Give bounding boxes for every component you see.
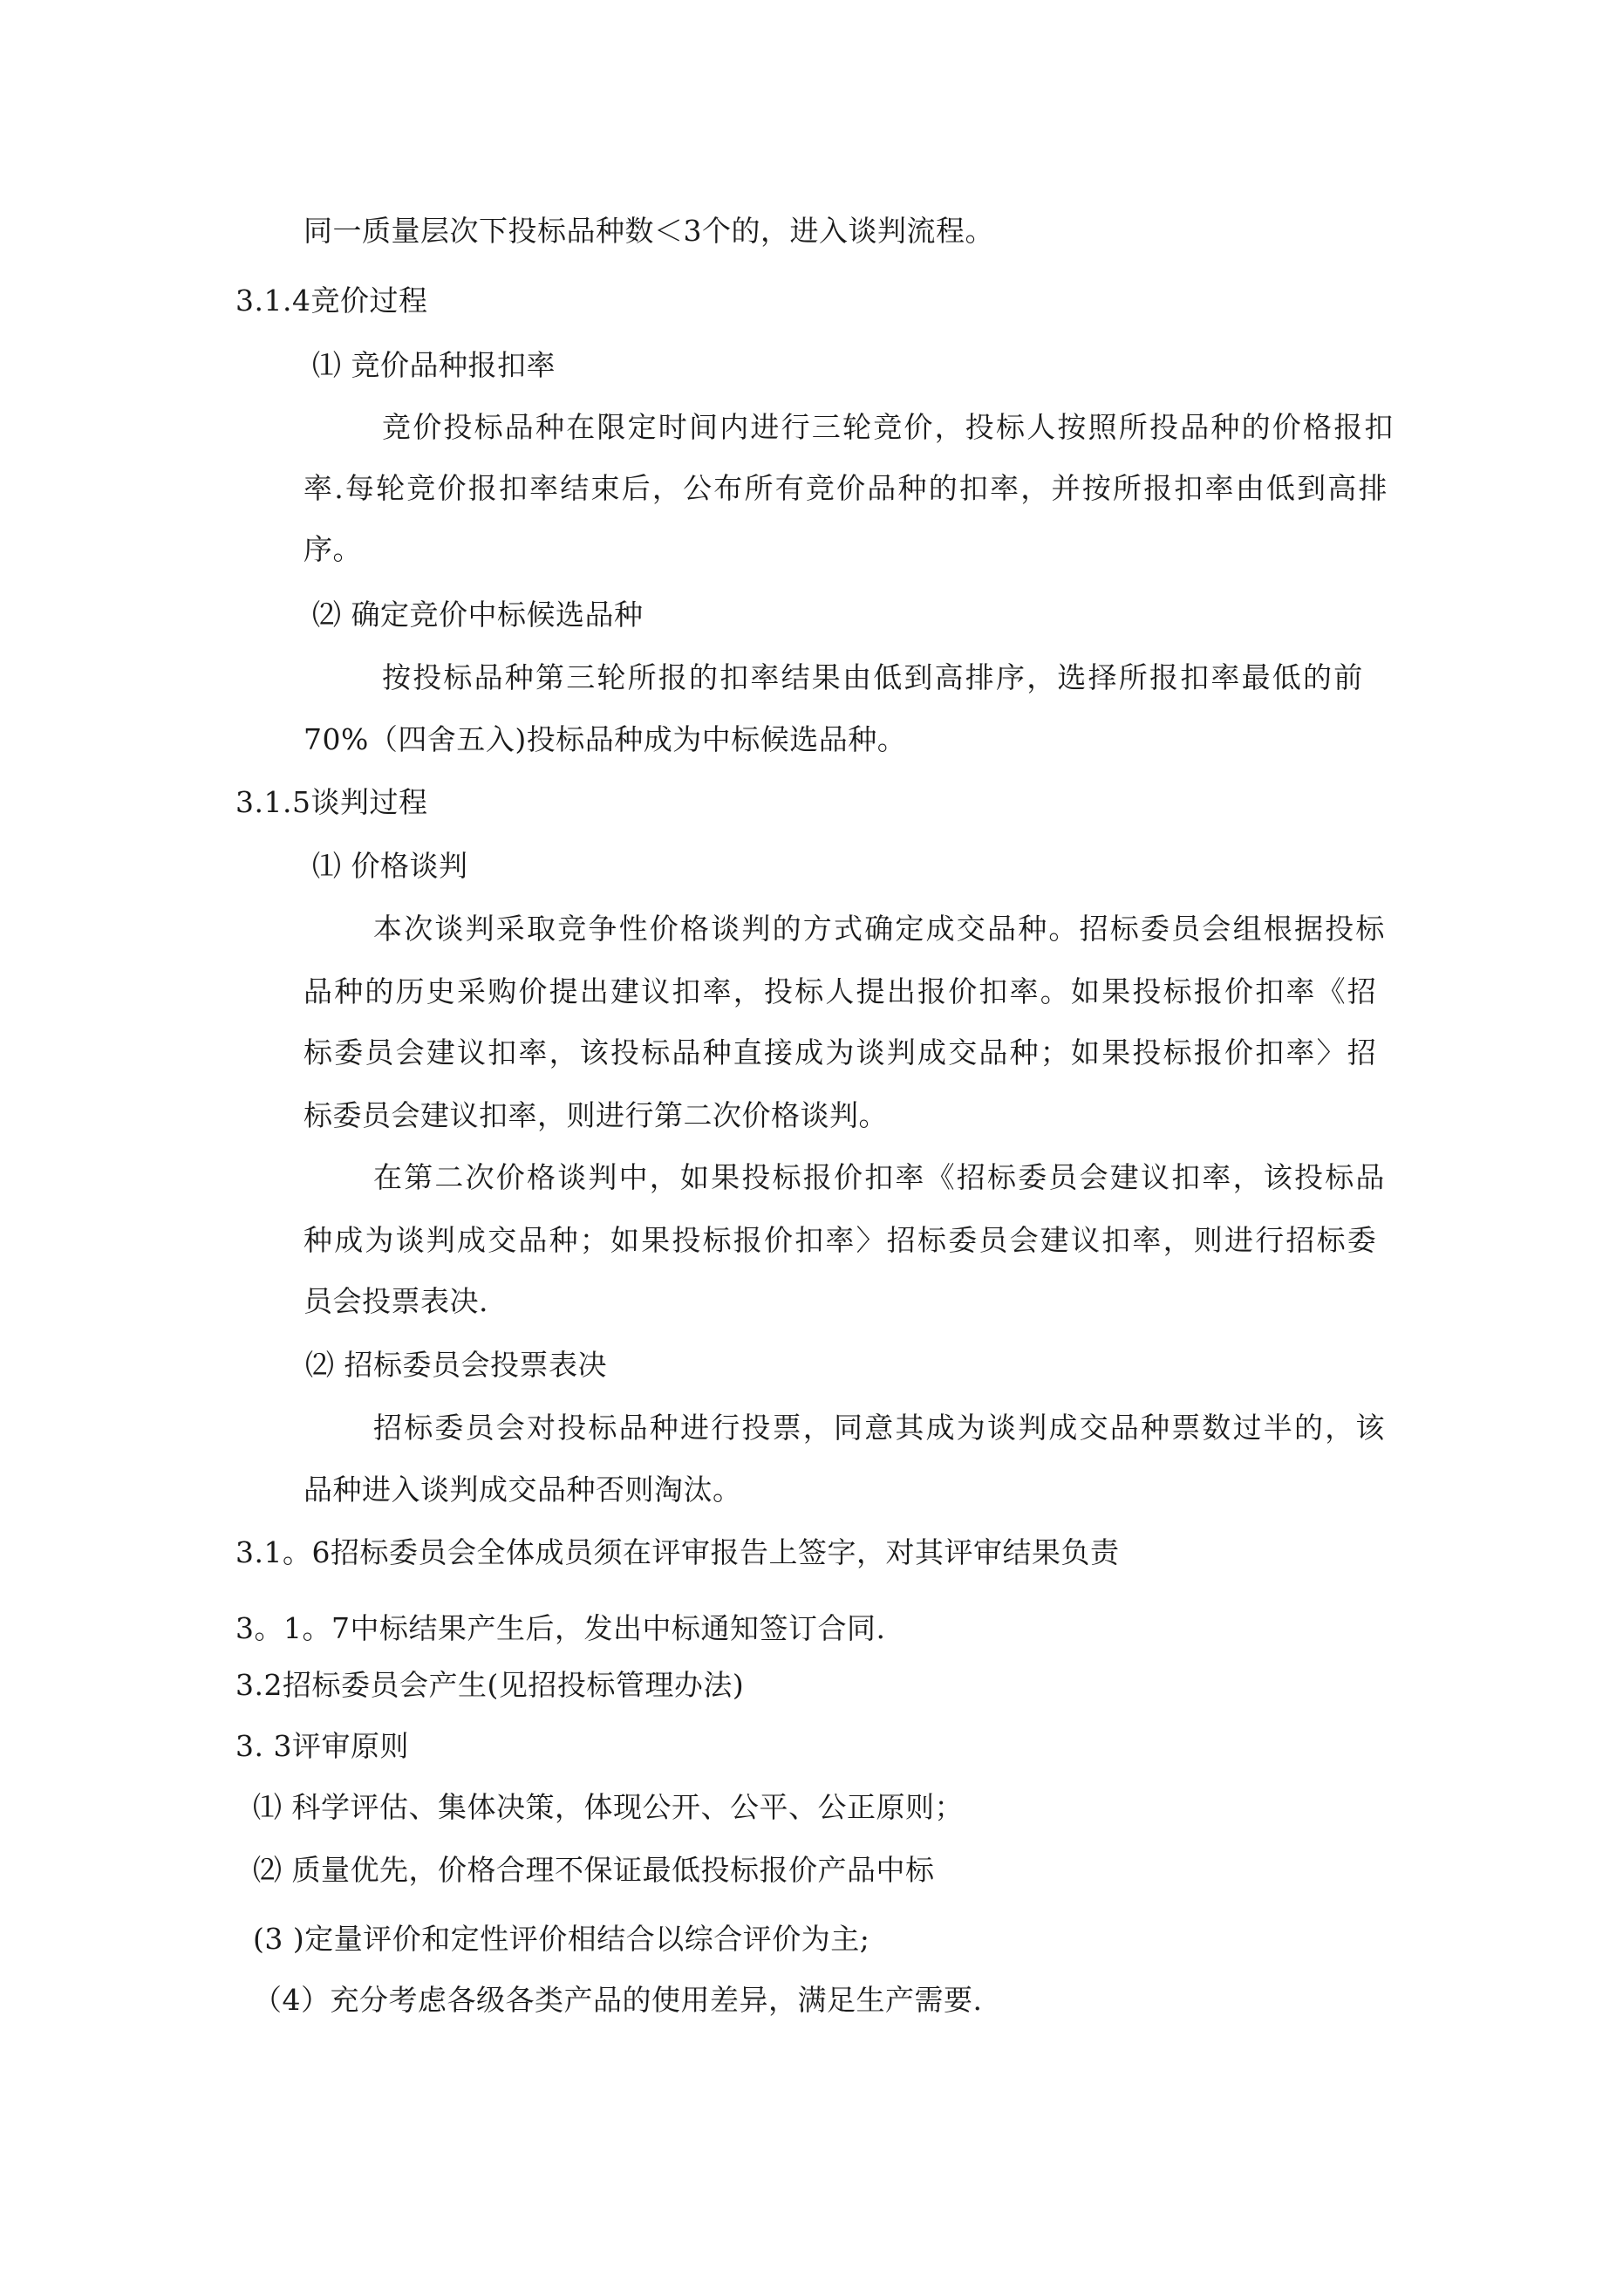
section-heading: 3.2招标委员会产生(见招投标管理办法) — [235, 1668, 745, 1702]
list-item: （4）充分考虑各级各类产品的使用差异，满足生产需要. — [253, 1983, 983, 2017]
list-item: (3 )定量评价和定性评价相结合以综合评价为主; — [253, 1922, 870, 1956]
text-line: 员会投票表决. — [303, 1284, 488, 1318]
section-heading: 3. 3评审原则 — [235, 1729, 409, 1763]
list-item: ⑴ 科学评估、集体决策，体现公开、公平、公正原则； — [253, 1790, 964, 1824]
text-line: 同一质量层次下投标品种数＜3个的，进入谈判流程。 — [303, 214, 994, 248]
text-line: 品种进入谈判成交品种否则淘汰。 — [303, 1473, 742, 1507]
text-line: 本次谈判采取竞争性价格谈判的方式确定成交品种。招标委员会组根据投标 — [373, 912, 1387, 946]
section-heading: 3。1。7中标结果产生后，发出中标通知签订合同. — [235, 1611, 886, 1645]
text-line: 序。 — [303, 532, 362, 566]
text-line: 按投标品种第三轮所报的扣率结果由低到高排序，选择所报扣率最低的前 — [382, 660, 1365, 694]
subsection-heading: ⑴ 价格谈判 — [312, 849, 468, 883]
text-line: 率.每轮竞价报扣率结束后，公布所有竞价品种的扣率，并按所报扣率由低到高排 — [303, 471, 1389, 505]
list-item: ⑵ 质量优先，价格合理不保证最低投标报价产品中标 — [253, 1853, 935, 1887]
text-line: 招标委员会对投标品种进行投票，同意其成为谈判成交品种票数过半的，该 — [373, 1411, 1387, 1445]
text-line: 70%（四舍五入)投标品种成为中标候选品种。 — [303, 722, 907, 756]
subsection-heading: ⑵ 确定竞价中标候选品种 — [312, 598, 644, 632]
section-heading: 3.1.4竞价过程 — [235, 284, 428, 318]
section-heading: 3.1.5谈判过程 — [235, 785, 428, 819]
text-line: 竞价投标品种在限定时间内进行三轮竞价，投标人按照所投品种的价格报扣 — [382, 410, 1395, 444]
subsection-heading: ⑵ 招标委员会投票表决 — [305, 1348, 607, 1382]
text-line: 在第二次价格谈判中，如果投标报价扣率《招标委员会建议扣率，该投标品 — [373, 1160, 1387, 1194]
text-line: 种成为谈判成交品种；如果投标报价扣率〉招标委员会建议扣率，则进行招标委 — [303, 1223, 1378, 1257]
text-line: 标委员会建议扣率，该投标品种直接成为谈判成交品种；如果投标报价扣率〉招 — [303, 1035, 1378, 1069]
subsection-heading: ⑴ 竞价品种报扣率 — [312, 348, 556, 382]
text-line: 品种的历史采购价提出建议扣率，投标人提出报价扣率。如果投标报价扣率《招 — [303, 974, 1378, 1008]
section-heading: 3.1。6招标委员会全体成员须在评审报告上签字，对其评审结果负责 — [235, 1535, 1120, 1569]
text-line: 标委员会建议扣率，则进行第二次价格谈判。 — [303, 1098, 888, 1132]
